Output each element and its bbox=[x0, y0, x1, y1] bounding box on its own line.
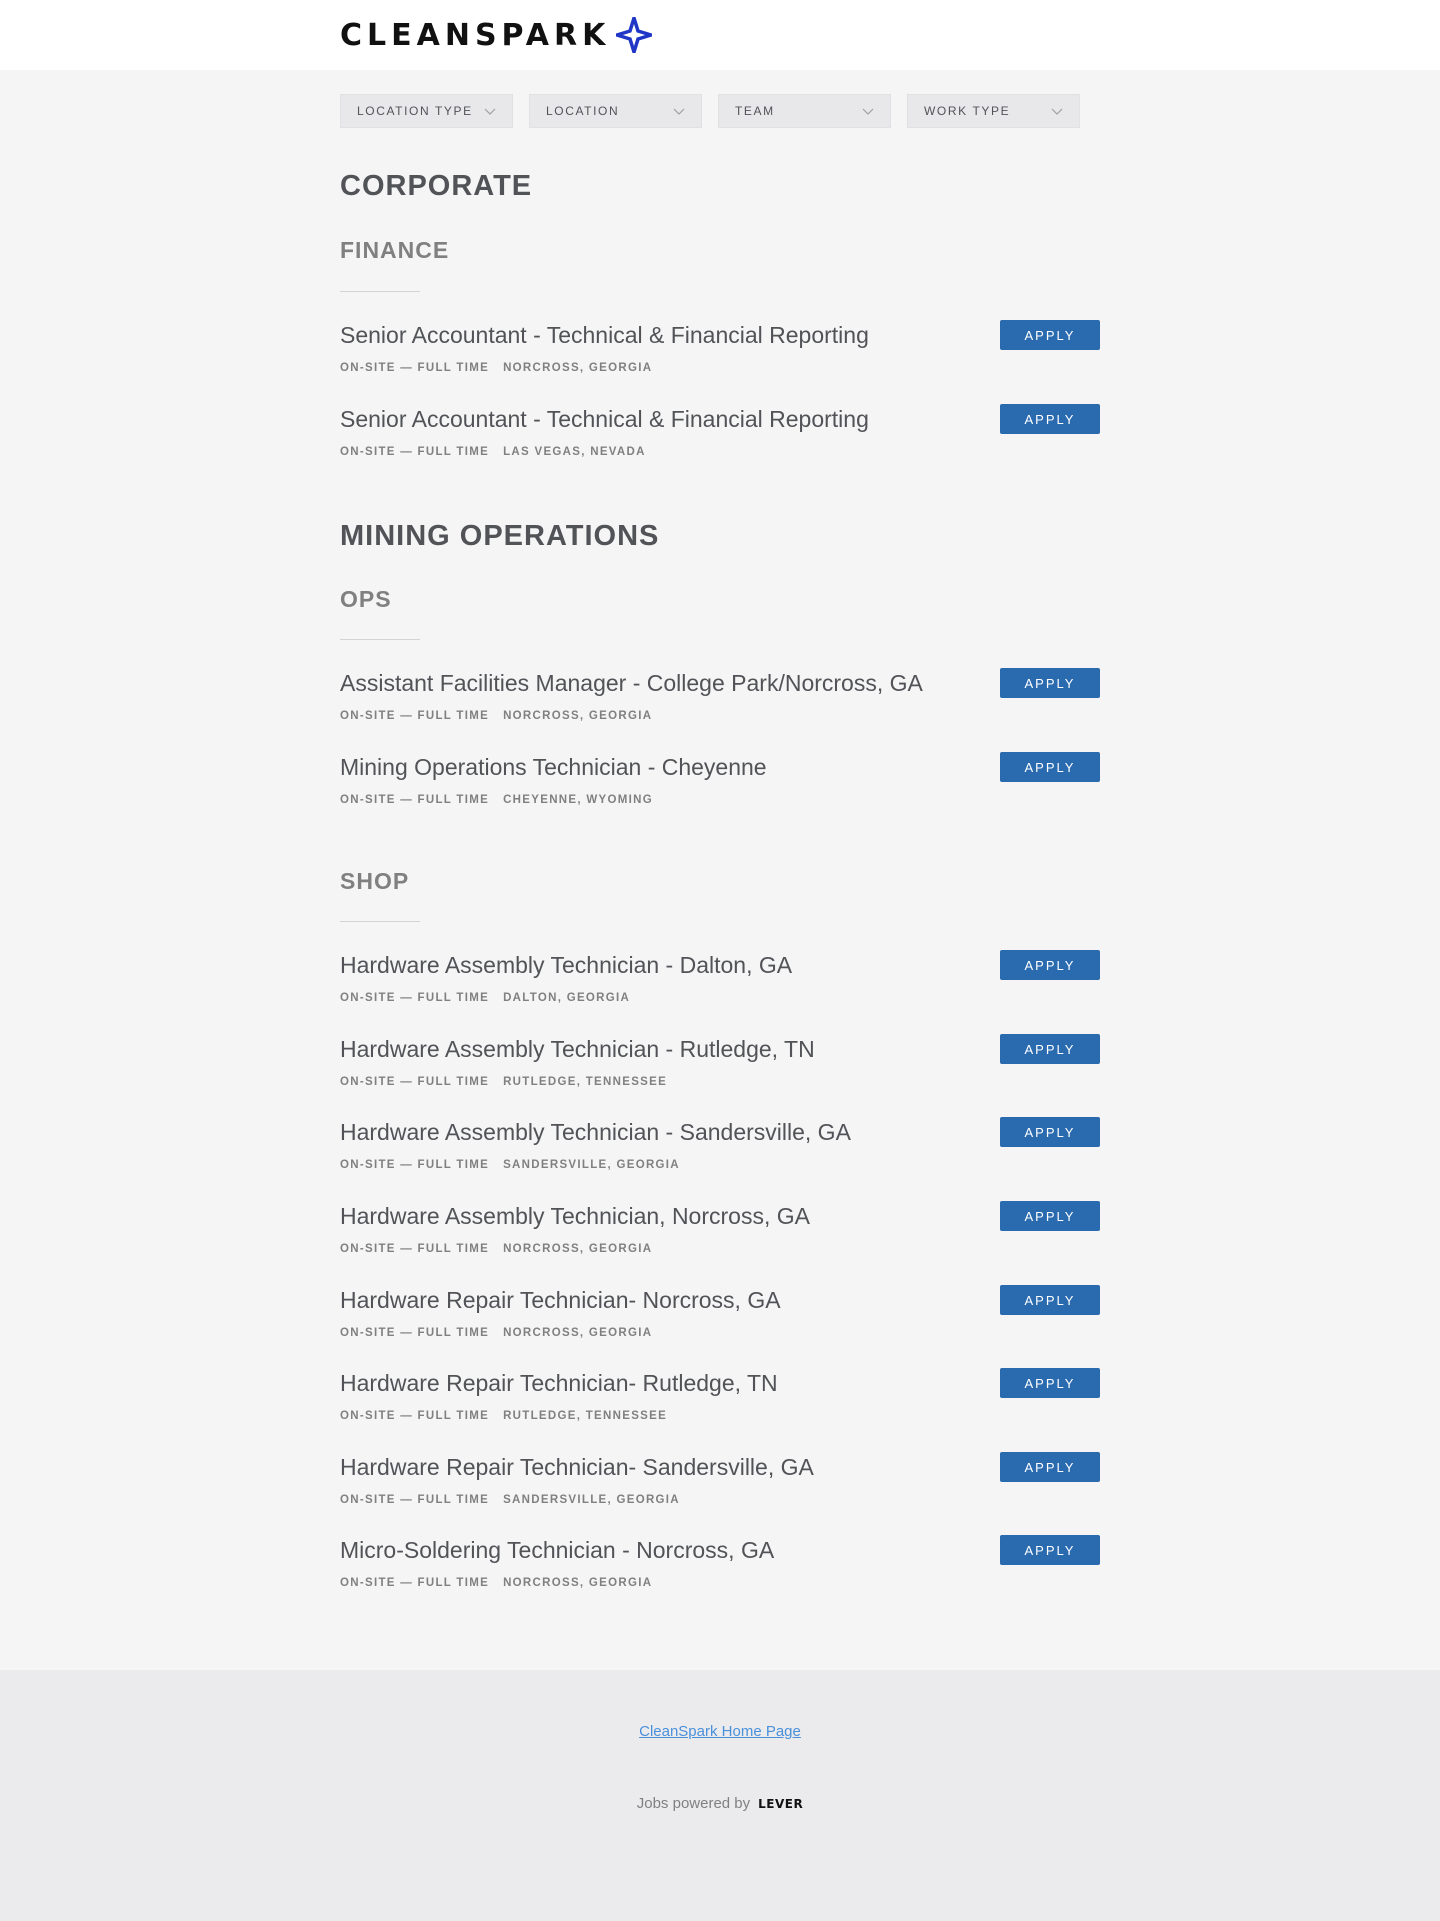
posting-commitment: ON-SITE — FULL TIME bbox=[340, 1243, 490, 1255]
work-type-filter[interactable] bbox=[907, 94, 1080, 128]
team-filter[interactable] bbox=[718, 94, 891, 128]
powered-by-text: Jobs powered by bbox=[636, 1795, 751, 1812]
posting-location: CHEYENNE, WYOMING bbox=[503, 794, 653, 806]
apply-button[interactable]: APPLY bbox=[1000, 950, 1100, 980]
apply-button[interactable]: APPLY bbox=[1000, 1117, 1100, 1147]
team-title-corporate: CORPORATE bbox=[340, 170, 533, 202]
posting-meta bbox=[340, 446, 646, 458]
chevron-down-icon bbox=[862, 105, 874, 117]
posting-title[interactable]: Micro-Soldering Technician - Norcross, GA bbox=[340, 1537, 775, 1563]
apply-button[interactable]: APPLY bbox=[1000, 320, 1100, 350]
posting-title[interactable]: Hardware Assembly Technician - Sandersville, GA bbox=[340, 1119, 851, 1145]
logo-text: CLEANSPARK bbox=[340, 17, 611, 53]
posting-location: NORCROSS, GEORGIA bbox=[503, 710, 653, 722]
posting-location: NORCROSS, GEORGIA bbox=[503, 1327, 653, 1339]
department-title-ops: OPS bbox=[340, 586, 392, 612]
posting-meta bbox=[340, 1076, 667, 1088]
posting-title[interactable]: Hardware Assembly Technician - Rutledge, TN bbox=[340, 1036, 815, 1062]
posting-location: RUTLEDGE, TENNESSEE bbox=[503, 1410, 668, 1422]
posting-location: RUTLEDGE, TENNESSEE bbox=[503, 1076, 668, 1088]
posting-location: SANDERSVILLE, GEORGIA bbox=[503, 1494, 680, 1506]
filter-label: LOCATION TYPE bbox=[357, 104, 473, 118]
chevron-down-icon bbox=[484, 105, 496, 117]
posting-location: DALTON, GEORGIA bbox=[503, 992, 631, 1004]
job-posting[interactable] bbox=[340, 322, 1100, 386]
posting-meta bbox=[340, 1410, 667, 1422]
job-posting[interactable] bbox=[340, 1454, 1100, 1518]
posting-location: NORCROSS, GEORGIA bbox=[503, 362, 653, 374]
apply-button[interactable]: APPLY bbox=[1000, 1535, 1100, 1565]
footer bbox=[0, 1670, 1440, 1921]
filter-bar bbox=[340, 70, 1100, 174]
posting-title[interactable]: Hardware Assembly Technician, Norcross, GA bbox=[340, 1203, 810, 1229]
posting-location: NORCROSS, GEORGIA bbox=[503, 1243, 653, 1255]
posting-commitment: ON-SITE — FULL TIME bbox=[340, 1577, 490, 1589]
posting-title[interactable]: Hardware Repair Technician- Rutledge, TN bbox=[340, 1370, 778, 1396]
posting-commitment: ON-SITE — FULL TIME bbox=[340, 1159, 490, 1171]
department-title-finance: FINANCE bbox=[340, 237, 450, 263]
job-posting[interactable] bbox=[340, 1036, 1100, 1100]
job-posting[interactable] bbox=[340, 1370, 1100, 1434]
header-bar bbox=[0, 0, 1440, 70]
filter-label: WORK TYPE bbox=[924, 104, 1011, 118]
powered-by bbox=[0, 1795, 1440, 1812]
job-posting[interactable] bbox=[340, 1203, 1100, 1267]
posting-title[interactable]: Assistant Facilities Manager - College Park/Norcross, GA bbox=[340, 670, 923, 696]
apply-button[interactable]: APPLY bbox=[1000, 1201, 1100, 1231]
location-filter[interactable] bbox=[529, 94, 702, 128]
posting-meta bbox=[340, 710, 652, 722]
posting-title[interactable]: Mining Operations Technician - Cheyenne bbox=[340, 754, 767, 780]
cleanspark-logo[interactable] bbox=[340, 0, 1100, 70]
department-divider bbox=[340, 291, 420, 292]
filter-label: TEAM bbox=[735, 104, 775, 118]
posting-location: NORCROSS, GEORGIA bbox=[503, 1577, 653, 1589]
posting-commitment: ON-SITE — FULL TIME bbox=[340, 1494, 490, 1506]
chevron-down-icon bbox=[673, 105, 685, 117]
posting-title[interactable]: Hardware Assembly Technician - Dalton, GA bbox=[340, 952, 793, 978]
posting-meta bbox=[340, 992, 630, 1004]
posting-meta bbox=[340, 1327, 652, 1339]
posting-meta bbox=[340, 1159, 680, 1171]
job-posting[interactable] bbox=[340, 670, 1100, 734]
footer-link-wrap bbox=[0, 1723, 1440, 1740]
location-type-filter[interactable] bbox=[340, 94, 513, 128]
job-posting[interactable] bbox=[340, 754, 1100, 818]
posting-commitment: ON-SITE — FULL TIME bbox=[340, 992, 490, 1004]
star-logo-icon bbox=[616, 17, 652, 53]
posting-commitment: ON-SITE — FULL TIME bbox=[340, 446, 490, 458]
job-posting[interactable] bbox=[340, 1119, 1100, 1183]
team-title-mining-operations: MINING OPERATIONS bbox=[340, 520, 660, 552]
home-page-link[interactable]: CleanSpark Home Page bbox=[639, 1723, 801, 1740]
posting-meta bbox=[340, 1577, 652, 1589]
posting-commitment: ON-SITE — FULL TIME bbox=[340, 1327, 490, 1339]
job-posting[interactable] bbox=[340, 952, 1100, 1016]
posting-meta bbox=[340, 1243, 652, 1255]
job-posting[interactable] bbox=[340, 1287, 1100, 1351]
department-divider bbox=[340, 921, 420, 922]
apply-button[interactable]: APPLY bbox=[1000, 404, 1100, 434]
apply-button[interactable]: APPLY bbox=[1000, 1285, 1100, 1315]
posting-commitment: ON-SITE — FULL TIME bbox=[340, 362, 490, 374]
posting-meta bbox=[340, 794, 653, 806]
filter-label: LOCATION bbox=[546, 104, 620, 118]
posting-meta bbox=[340, 362, 652, 374]
job-posting[interactable] bbox=[340, 406, 1100, 470]
posting-commitment: ON-SITE — FULL TIME bbox=[340, 1076, 490, 1088]
apply-button[interactable]: APPLY bbox=[1000, 1368, 1100, 1398]
posting-title[interactable]: Hardware Repair Technician- Norcross, GA bbox=[340, 1287, 781, 1313]
chevron-down-icon bbox=[1051, 105, 1063, 117]
job-posting[interactable] bbox=[340, 1537, 1100, 1601]
lever-logo[interactable]: LEVER bbox=[758, 1797, 804, 1811]
posting-title[interactable]: Hardware Repair Technician- Sandersville, GA bbox=[340, 1454, 814, 1480]
apply-button[interactable]: APPLY bbox=[1000, 668, 1100, 698]
apply-button[interactable]: APPLY bbox=[1000, 1034, 1100, 1064]
posting-commitment: ON-SITE — FULL TIME bbox=[340, 1410, 490, 1422]
apply-button[interactable]: APPLY bbox=[1000, 1452, 1100, 1482]
department-divider bbox=[340, 639, 420, 640]
apply-button[interactable]: APPLY bbox=[1000, 752, 1100, 782]
posting-commitment: ON-SITE — FULL TIME bbox=[340, 794, 490, 806]
posting-meta bbox=[340, 1494, 680, 1506]
posting-title[interactable]: Senior Accountant - Technical & Financial Reporting bbox=[340, 406, 869, 432]
posting-commitment: ON-SITE — FULL TIME bbox=[340, 710, 490, 722]
department-title-shop: SHOP bbox=[340, 868, 410, 894]
posting-location: SANDERSVILLE, GEORGIA bbox=[503, 1159, 680, 1171]
posting-location: LAS VEGAS, NEVADA bbox=[503, 446, 646, 458]
posting-title[interactable]: Senior Accountant - Technical & Financial Reporting bbox=[340, 322, 869, 348]
